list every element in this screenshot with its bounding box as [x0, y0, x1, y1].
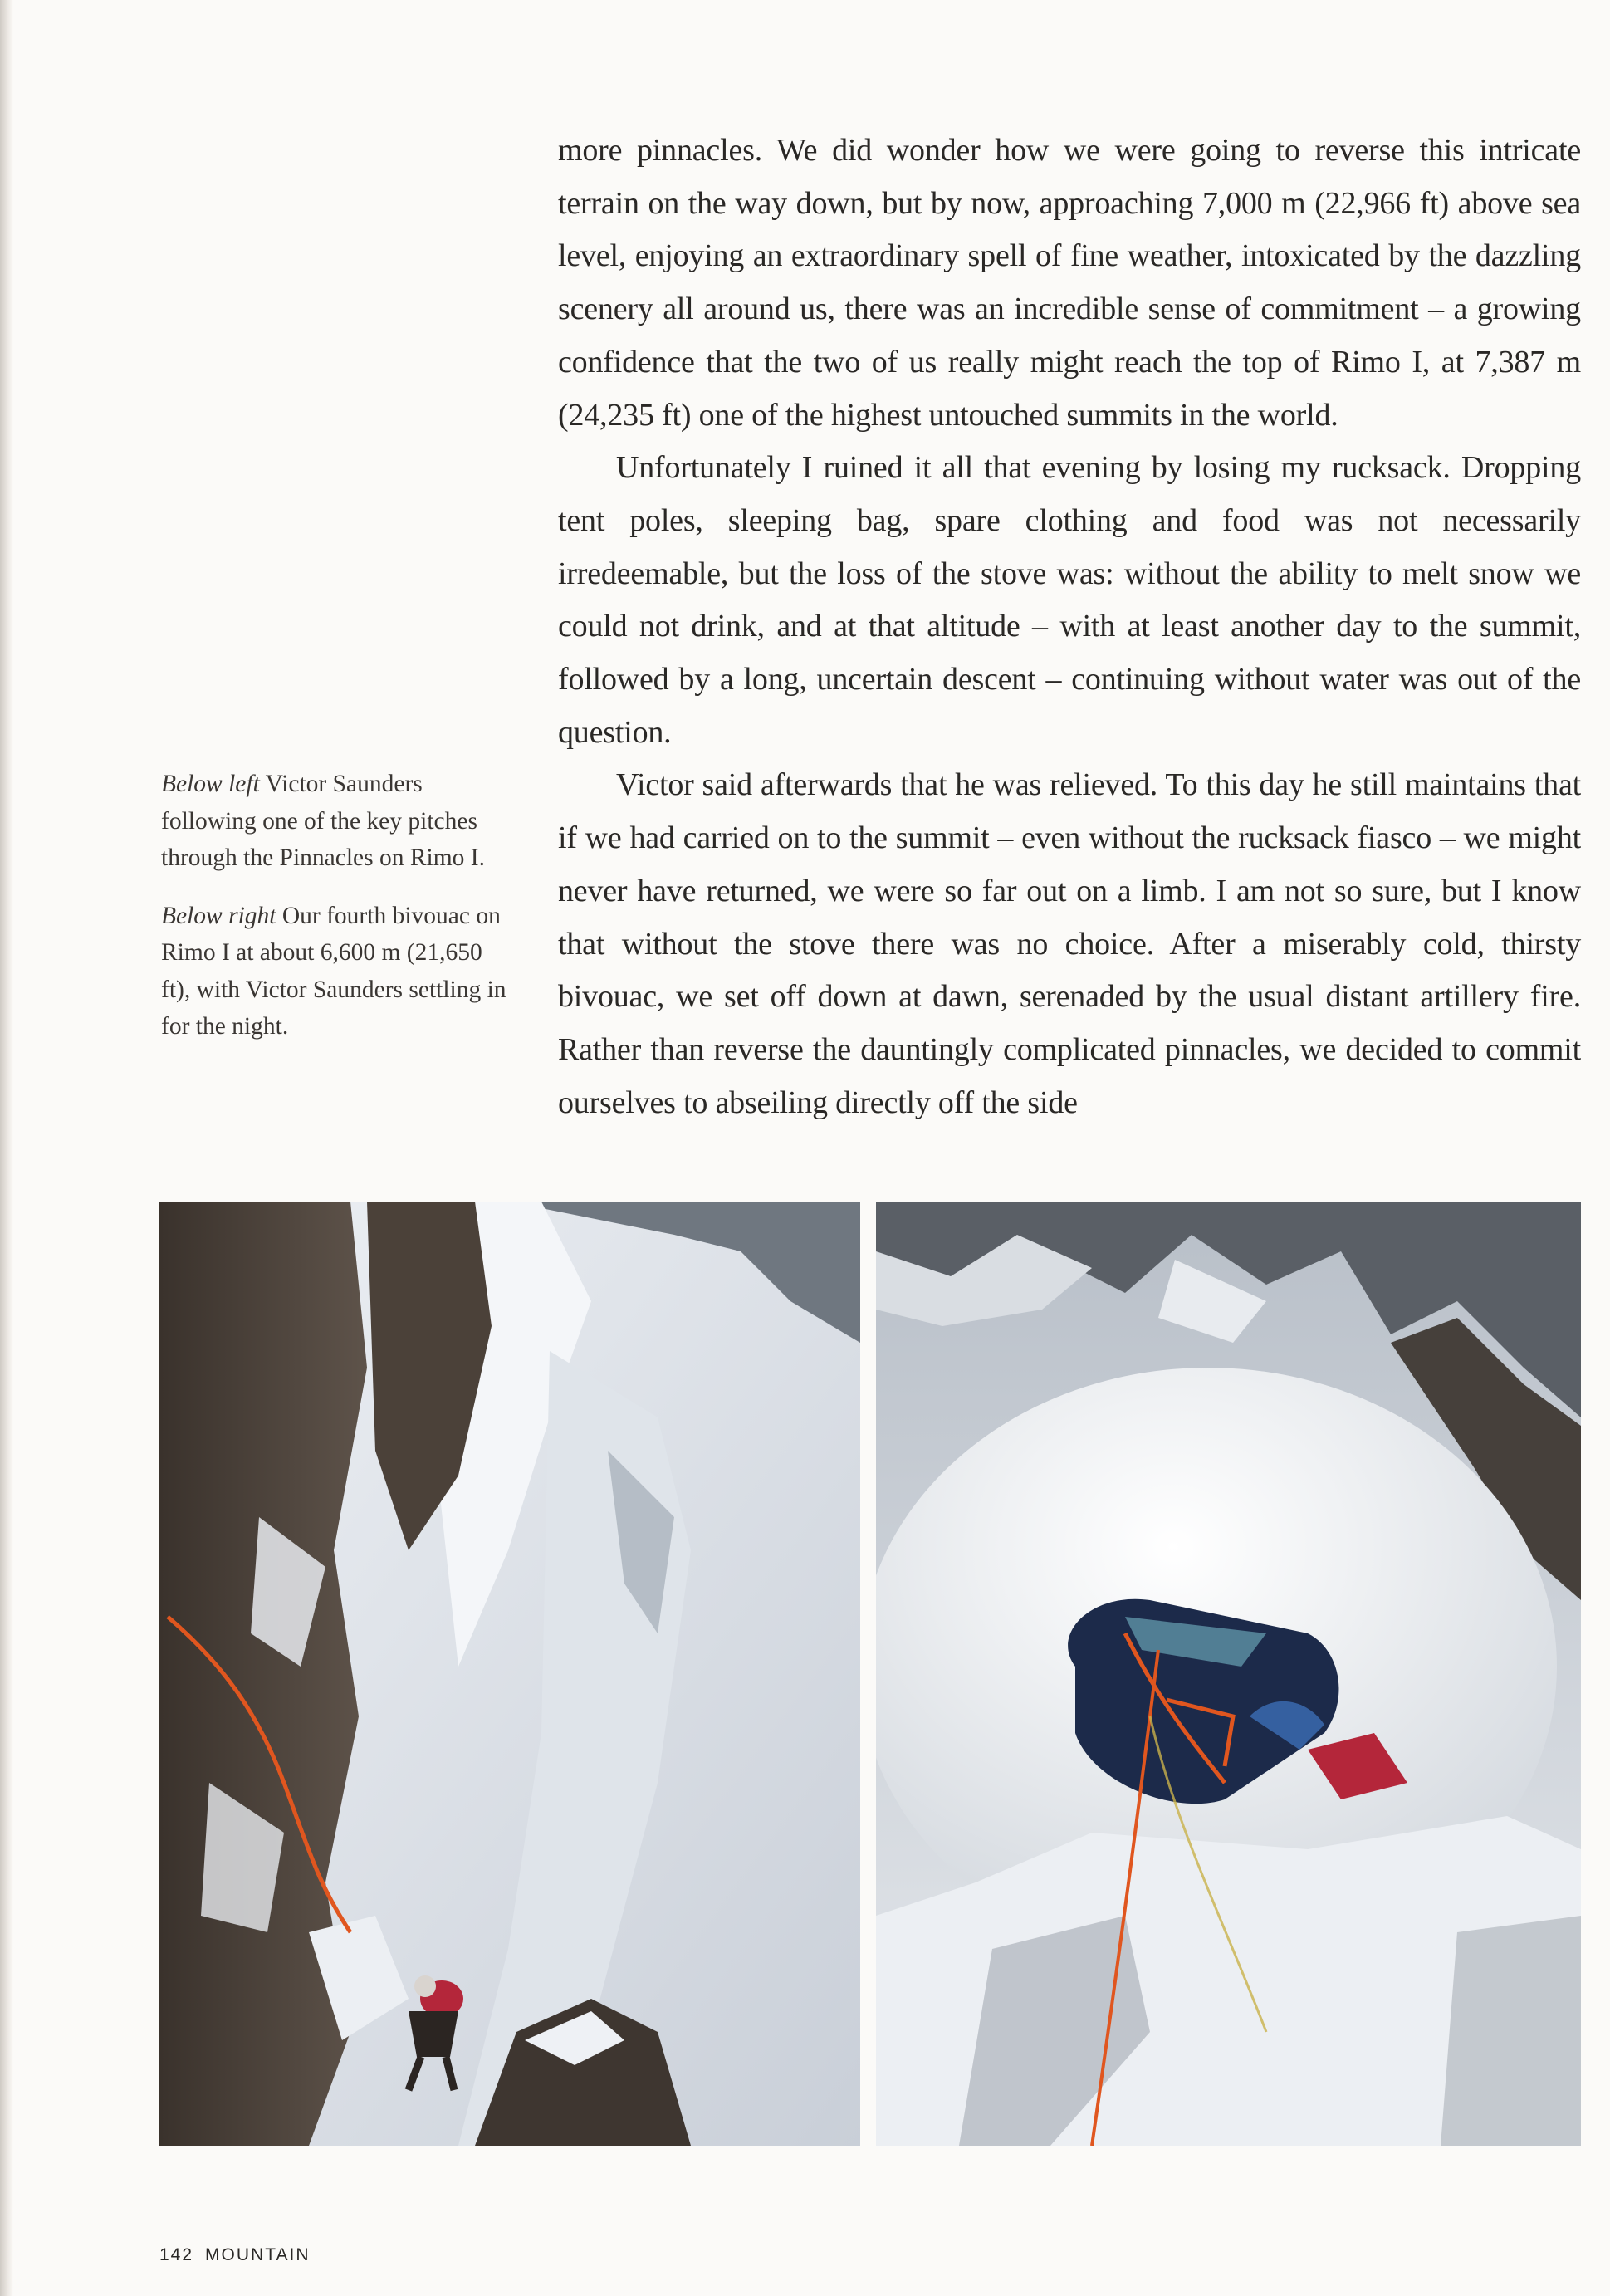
page-number: 142 — [159, 2245, 194, 2264]
caption-right-text: Our fourth bivouac on Rimo I at about 6,600 m (21,650 ft), with Victor Saunders settling in for the night. — [161, 902, 506, 1040]
body-paragraph-2: Unfortunately I ruined it all that evening by losing my rucksack. Dropping tent poles, sleeping bag, spare clothing and food was not necessarily irredeemable, but the loss of the stove was: without the ability to melt snow we could not drink, and at that altitude – with at least another day to the summit, followed by a long, uncertain descent – continuing without water was out of the question. — [558, 450, 1581, 750]
page-footer — [159, 2245, 321, 2265]
running-section-title: MOUNTAIN — [205, 2245, 311, 2264]
caption-right-label: Below right — [161, 902, 276, 929]
caption-right — [161, 898, 510, 1045]
caption-left — [161, 766, 510, 877]
caption-left-label: Below left — [161, 771, 260, 797]
body-paragraph-3: Victor said afterwards that he was relieved. To this day he still maintains that if we had carried on to the summit – even without the rucksack fiasco – we might never have returned, we were so far out on a limb. I am not so sure, but I know that without the stove there was no choice. After a miserably cold, thirsty bivouac, we set off down at dawn, serenaded by the usual distant artillery fire. Rather than reverse the dauntingly complicated pinnacles, we decided to commit ourselves to abseiling directly off the side — [558, 767, 1581, 1120]
photo-captions — [161, 766, 510, 1066]
caption-left-text: Victor Saunders following one of the key pitches through the Pinnacles on Rimo I. — [161, 771, 486, 871]
body-text — [558, 125, 1581, 1129]
photo-climber-pinnacles — [159, 1202, 860, 2146]
page-gutter-shadow — [0, 0, 13, 2296]
photo-fourth-bivouac — [876, 1202, 1581, 2146]
body-paragraph-1: more pinnacles. We did wonder how we were going to reverse this intricate terrain on the way down, but by now, approaching 7,000 m (22,966 ft) above sea level, enjoying an extraordinary spell of fine weather, intoxicated by the dazzling scenery all around us, there was an incredible sense of commitment – a growing confidence that the two of us really might reach the top of Rimo I, at 7,387 m (24,235 ft) one of the highest untouched summits in the world. — [558, 133, 1581, 433]
